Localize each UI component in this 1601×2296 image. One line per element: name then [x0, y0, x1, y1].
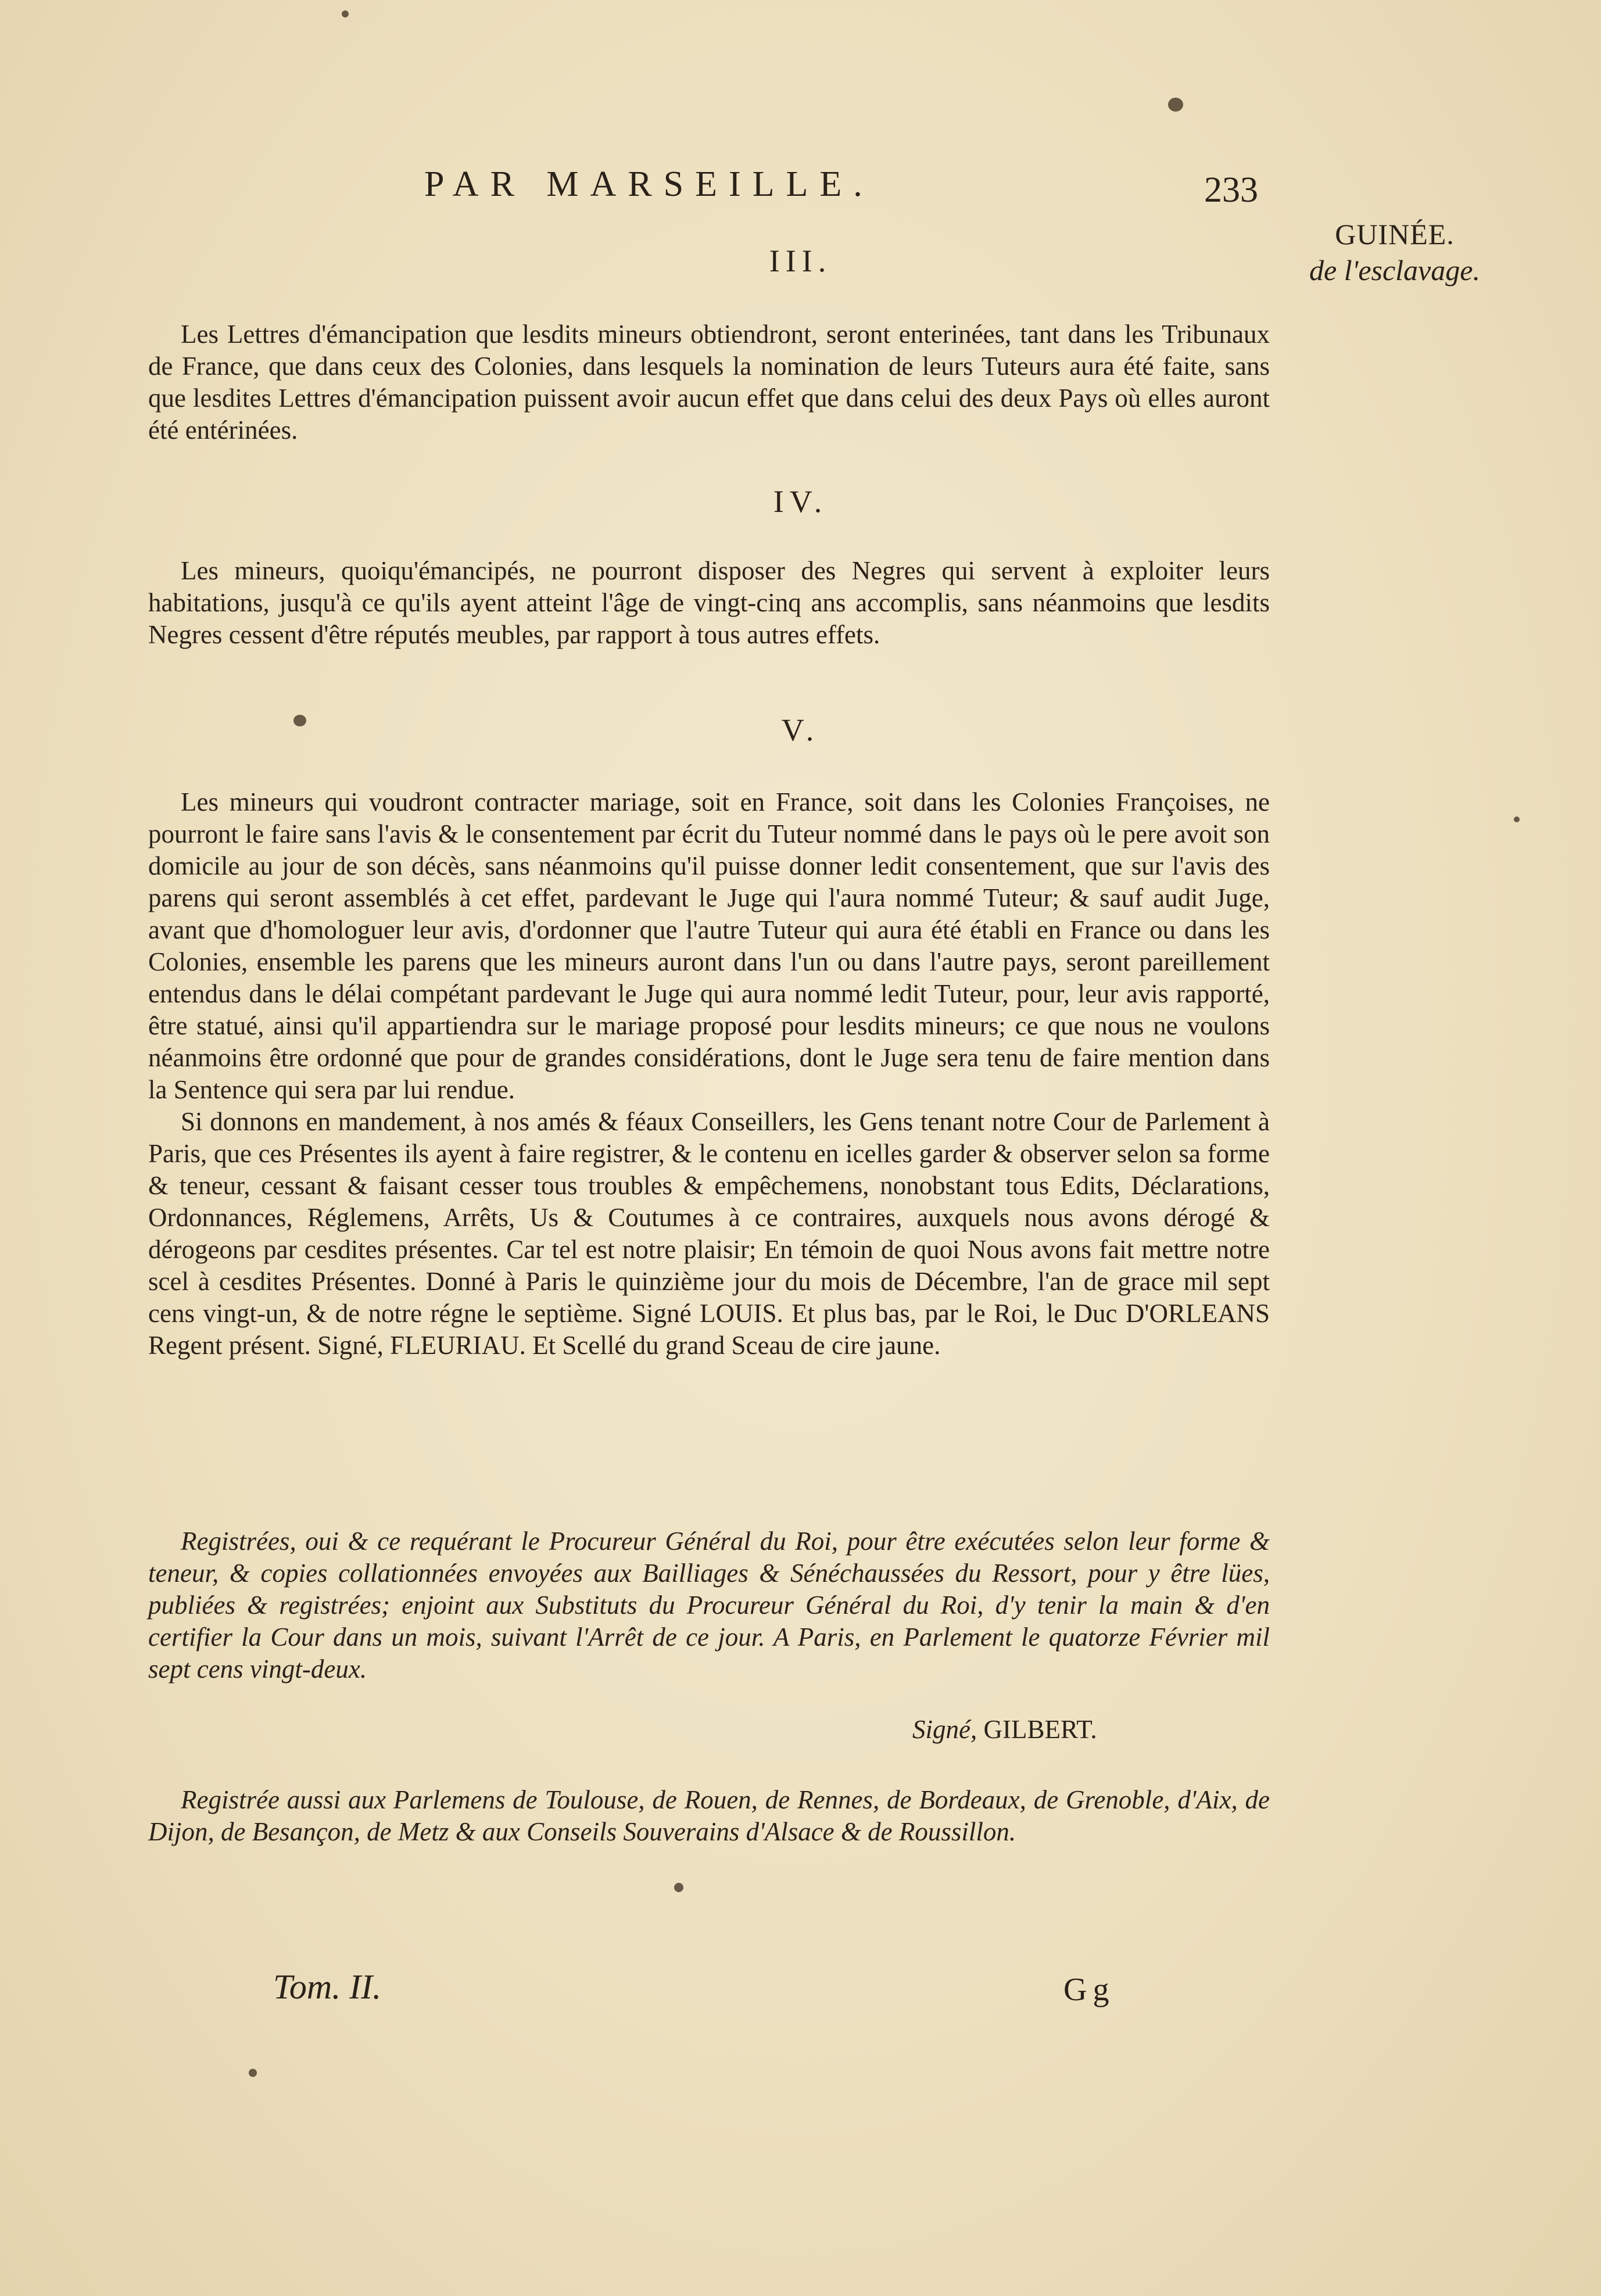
article-5-paragraph: Les mineurs qui voudront contracter mariage, soit en France, soit dans les Colonies Françoises, ne pourront le faire sans l'avis & le consentement par écrit du Tuteur nommé dans le pays où le pere avoit son domicile au jour de son décès, sans néanmoins qu'il puisse donner ledit consentement, que sur l'avis des parens qui seront assemblés à cet effet, pardevant le Juge qui l'aura nommé Tuteur; & sauf audit Juge, avant que d'homologuer leur avis, d'ordonner que l'autre Tuteur qui aura été établi en France ou dans les Colonies, ensemble les parens que les mineurs auront dans l'un ou dans l'autre pays, seront pareillement entendus dans le délai compétant pardevant le Juge qui aura nommé ledit Tuteur, pour, leur avis rapporté, être statué, ainsi qu'il appartiendra sur le mariage proposé pour lesdits mineurs; ce que nous ne voulons néanmoins être ordonné que pour de grandes considérations, dont le Juge sera tenu de faire mention dans la Sentence qui sera par lui rendue. — [148, 787, 1270, 1104]
registration-paragraph: Registrées, oui & ce requérant le Procureur Général du Roi, pour être exécutées selon leur forme & teneur, & copies collationnées envoyées aux Bailliages & Sénéchaussées du Ressort, pour y être lües, publiées & registrées; enjoint aux Substituts du Procureur Général du Roi, d'y tenir la main & d'en certifier la Cour dans un mois, suivant l'Arrêt de ce jour. A Paris, en Parlement le quatorze Février mil sept cens vingt-deux. — [148, 1527, 1270, 1684]
registration-signature — [912, 1714, 1097, 1745]
volume-label: Tom. II. — [273, 1968, 382, 2006]
paper-speck — [674, 1883, 683, 1892]
article-4-text — [148, 555, 1270, 651]
paper-speck — [1514, 816, 1520, 822]
running-title: PAR MARSEILLE. — [424, 164, 874, 204]
margin-note-line2: de l'esclavage. — [1309, 254, 1480, 286]
article-3-paragraph: Les Lettres d'émancipation que lesdits mineurs obtiendront, seront enterinées, tant dans les Tribunaux de France, que dans ceux des Colonies, dans lesquels la nomination de leurs Tuteurs aura été faite, sans que lesdites Lettres d'émancipation puissent avoir aucun effet que dans celui des deux Pays où elles auront été entérinées. — [148, 320, 1270, 445]
closing-paragraph: Si donnons en mandement, à nos amés & féaux Conseillers, les Gens tenant notre Cour de Parlement à Paris, que ces Présentes ils ayent à faire registrer, & le contenu en icelles garder & observer selon sa forme & teneur, cessant & faisant cesser tous troubles & empêchemens, nonobstant tous Edits, Déclarations, Ordonnances, Réglemens, Arrêts, Us & Coutumes à ce contraires, auxquels nous avons dérogé & dérogeons par cesdites présentes. Car tel est notre plaisir; En témoin de quoi Nous avons fait mettre notre scel à cesdites Présentes. Donné à Paris le quinzième jour du mois de Décembre, l'an de grace mil sept cens vingt-un, & de notre régne le septième. Signé LOUIS. Et plus bas, par le Roi, le Duc D'ORLEANS Regent présent. Signé, FLEURIAU. Et Scellé du grand Sceau de cire jaune. — [148, 1107, 1270, 1360]
article-5-text — [148, 786, 1270, 1362]
paper-speck — [293, 715, 306, 726]
signature-name: GILBERT. — [983, 1715, 1097, 1744]
also-registered-paragraph: Registrée aussi aux Parlemens de Toulouse, de Rouen, de Rennes, de Bordeaux, de Grenoble, d'Aix, de Dijon, de Besançon, de Metz & aux Conseils Souverains d'Alsace & de Roussillon. — [148, 1785, 1270, 1846]
registration-note — [148, 1525, 1270, 1685]
article-heading-4: IV. — [773, 484, 828, 519]
also-registered-note — [148, 1784, 1270, 1848]
signature-mark: Gg — [1063, 1972, 1115, 2008]
signature-label: Signé, — [912, 1715, 977, 1744]
article-4-paragraph: Les mineurs, quoiqu'émancipés, ne pourront disposer des Negres qui servent à exploiter leurs habitations, jusqu'à ce qu'ils ayent atteint l'âge de vingt-cinq ans accomplis, sans néanmoins que lesdits Negres cessent d'être réputés meubles, par rapport à tous autres effets. — [148, 556, 1270, 649]
page-number: 233 — [1204, 170, 1258, 210]
paper-speck — [342, 10, 349, 17]
margin-note-line1: GUINÉE. — [1335, 218, 1455, 250]
article-3-text — [148, 318, 1270, 446]
paper-speck — [249, 2069, 257, 2077]
article-heading-3: III. — [769, 243, 832, 278]
paper-speck — [1168, 98, 1183, 112]
article-heading-5: V. — [781, 712, 820, 747]
